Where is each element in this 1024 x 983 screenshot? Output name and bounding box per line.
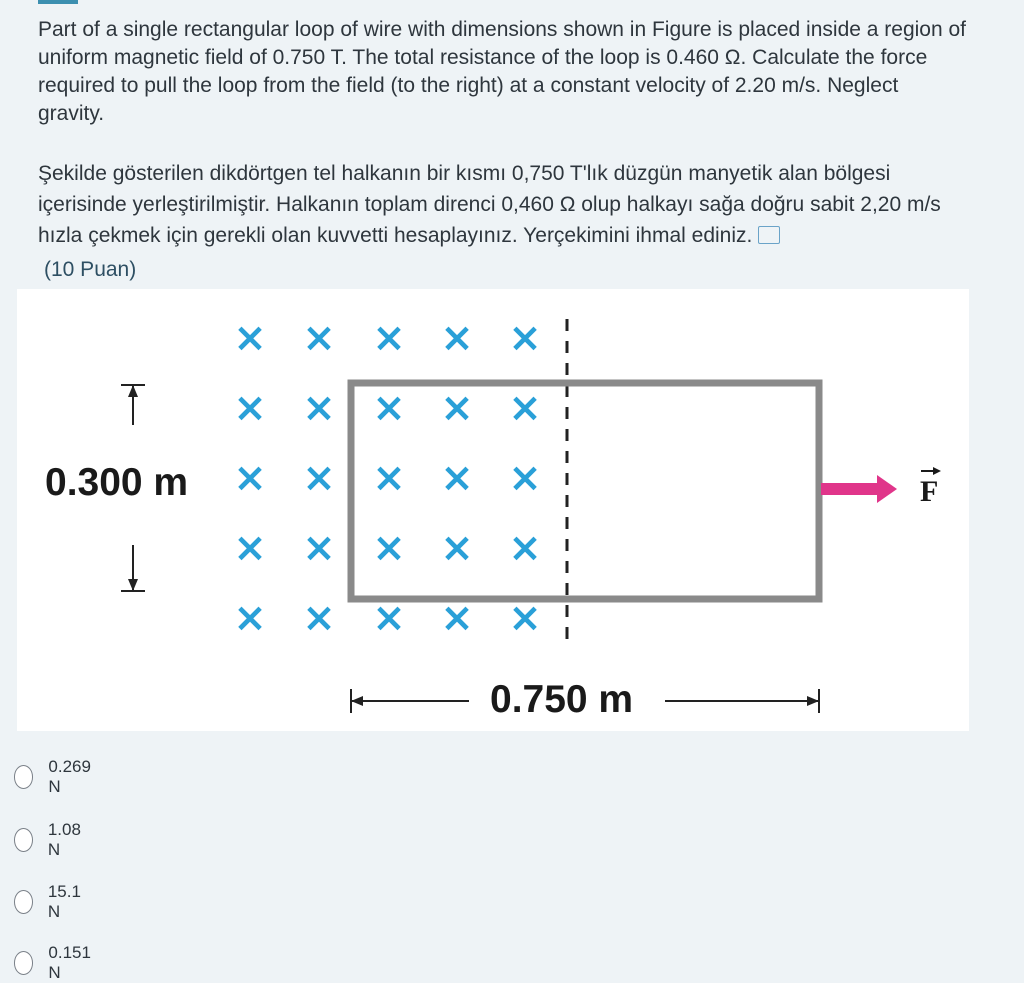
speaker-icon[interactable] (758, 226, 780, 244)
option-3[interactable] (14, 882, 86, 921)
field-cross: × (440, 315, 474, 361)
field-cross: × (508, 315, 542, 361)
radio-button[interactable] (14, 828, 33, 852)
field-cross: × (372, 525, 406, 571)
field-cross: × (233, 315, 267, 361)
question-text-turkish (38, 158, 968, 251)
question-paragraph-turkish (38, 158, 968, 251)
option-label: 1.08 N (47, 820, 81, 859)
field-cross: × (440, 455, 474, 501)
force-arrow (821, 475, 897, 503)
option-label: 15.1 N (47, 882, 81, 921)
question-text-english (38, 16, 968, 128)
field-cross: × (302, 455, 336, 501)
option-1[interactable] (14, 757, 96, 796)
radio-button[interactable] (14, 890, 33, 914)
question-paragraph-english: Part of a single rectangular loop of wire with dimensions shown in Figure is placed inside a region of uniform magnetic field of 0.750 T. The total resistance of the loop is 0.460 Ω. Calculate the force required to pull the loop from the field (to the right) at a constant velocity of 2.20 m/s. Neglect gravity. (38, 18, 966, 125)
field-cross: × (508, 385, 542, 431)
field-cross: × (508, 595, 542, 641)
figure-svg (17, 289, 969, 731)
field-cross: × (440, 525, 474, 571)
option-4[interactable] (14, 943, 96, 982)
field-cross: × (440, 595, 474, 641)
force-label: F (920, 475, 939, 508)
field-cross: × (440, 385, 474, 431)
magnetic-field-crosses (233, 315, 542, 641)
field-cross: × (302, 385, 336, 431)
radio-button[interactable] (14, 765, 33, 789)
field-cross: × (302, 595, 336, 641)
field-cross: × (233, 455, 267, 501)
field-cross: × (508, 525, 542, 571)
field-cross: × (508, 455, 542, 501)
field-cross: × (302, 315, 336, 361)
points-label: (10 Puan) (44, 258, 137, 281)
field-cross: × (372, 455, 406, 501)
width-label: 0.750 m (490, 678, 634, 721)
question-figure (17, 289, 969, 731)
option-2[interactable] (14, 820, 86, 859)
height-label: 0.300 m (45, 461, 189, 504)
wire-loop (351, 383, 819, 599)
option-label: 0.151 N (48, 943, 91, 982)
radio-button[interactable] (14, 951, 33, 975)
field-cross: × (372, 385, 406, 431)
option-label: 0.269 N (48, 757, 91, 796)
field-cross: × (372, 595, 406, 641)
field-cross: × (233, 385, 267, 431)
question-turkish-span: Şekilde gösterilen dikdörtgen tel halkanın bir kısmı 0,750 T'lık düzgün manyetik alan bölgesi içerisinde yerleştirilmiştir. Halkanın toplam direnci 0,460 Ω olup halkayı sağa doğru sabit 2,20 m/s hızla çekmek için gerekli olan kuvvetti hesaplayınız. Yerçekimini ihmal ediniz. (38, 162, 941, 247)
field-cross: × (302, 525, 336, 571)
field-cross: × (233, 595, 267, 641)
top-accent-bar (38, 0, 78, 4)
force-label-group (920, 467, 941, 508)
field-cross: × (372, 315, 406, 361)
field-cross: × (233, 525, 267, 571)
